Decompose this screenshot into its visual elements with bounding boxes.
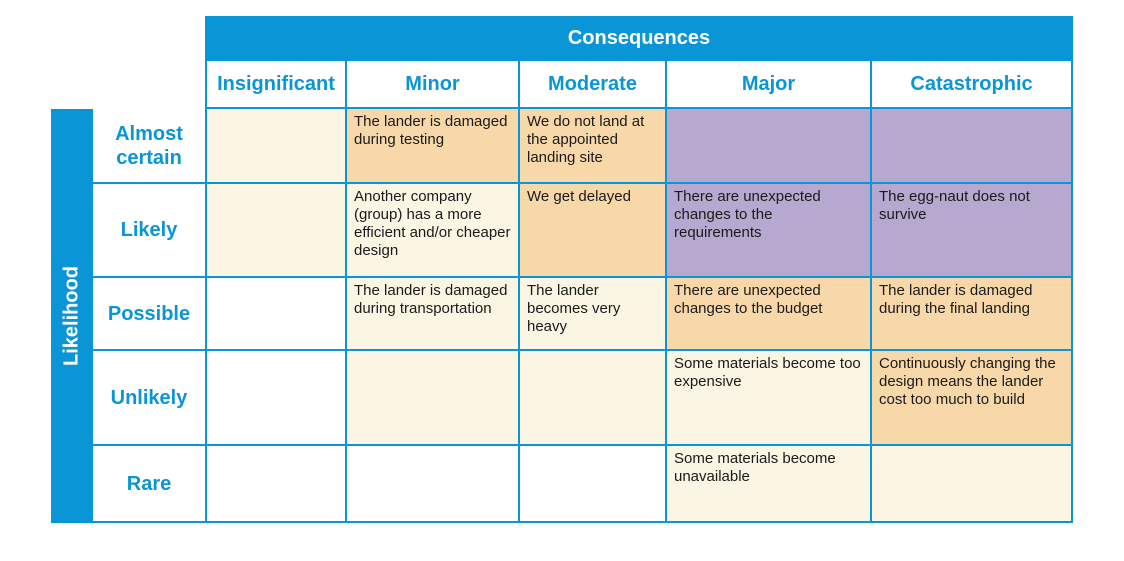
column-header-moderate: Moderate — [518, 61, 665, 109]
risk-cell-almost-certain-catastrophic — [870, 109, 1073, 184]
row-header-almost-certain: Almost certain — [93, 109, 205, 184]
risk-cell-unlikely-insignificant — [205, 351, 345, 446]
risk-cell-unlikely-moderate — [518, 351, 665, 446]
row-header-unlikely: Unlikely — [93, 351, 205, 446]
risk-cell-almost-certain-insignificant — [205, 109, 345, 184]
risk-cell-rare-insignificant — [205, 446, 345, 523]
row-header-possible: Possible — [93, 278, 205, 351]
consequences-label: Consequences — [567, 27, 711, 49]
risk-cell-possible-minor: The lander is damaged during transportation — [345, 278, 518, 351]
risk-cell-rare-major: Some materials become unavailable — [665, 446, 870, 523]
risk-cell-rare-catastrophic — [870, 446, 1073, 523]
risk-cell-possible-major: There are unexpected changes to the budget — [665, 278, 870, 351]
column-header-catastrophic: Catastrophic — [870, 61, 1073, 109]
risk-cell-possible-insignificant — [205, 278, 345, 351]
likelihood-header — [51, 109, 93, 523]
risk-matrix — [51, 16, 1073, 523]
column-header-insignificant: Insignificant — [205, 61, 345, 109]
risk-cell-possible-catastrophic: The lander is damaged during the final landing — [870, 278, 1073, 351]
risk-cell-rare-moderate — [518, 446, 665, 523]
column-header-minor: Minor — [345, 61, 518, 109]
risk-cell-likely-catastrophic: The egg-naut does not survive — [870, 184, 1073, 278]
risk-cell-unlikely-minor — [345, 351, 518, 446]
likelihood-label: Likelihood — [60, 266, 83, 366]
row-header-rare: Rare — [93, 446, 205, 523]
risk-cell-likely-major: There are unexpected changes to the requirements — [665, 184, 870, 278]
risk-cell-unlikely-major: Some materials become too expensive — [665, 351, 870, 446]
consequences-header — [205, 16, 1073, 61]
risk-cell-almost-certain-moderate: We do not land at the appointed landing site — [518, 109, 665, 184]
row-header-likely: Likely — [93, 184, 205, 278]
risk-cell-possible-moderate: The lander becomes very heavy — [518, 278, 665, 351]
risk-cell-likely-minor: Another company (group) has a more efficient and/or cheaper design — [345, 184, 518, 278]
risk-cell-unlikely-catastrophic: Continuously changing the design means the lander cost too much to build — [870, 351, 1073, 446]
risk-cell-almost-certain-minor: The lander is damaged during testing — [345, 109, 518, 184]
column-header-major: Major — [665, 61, 870, 109]
risk-cell-almost-certain-major — [665, 109, 870, 184]
risk-cell-likely-insignificant — [205, 184, 345, 278]
risk-cell-rare-minor — [345, 446, 518, 523]
risk-cell-likely-moderate: We get delayed — [518, 184, 665, 278]
